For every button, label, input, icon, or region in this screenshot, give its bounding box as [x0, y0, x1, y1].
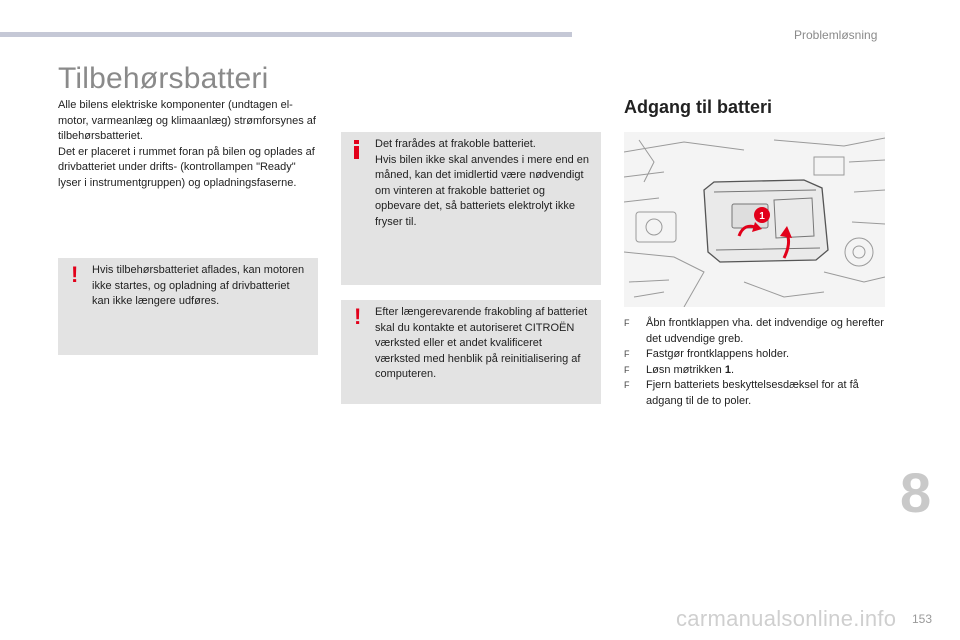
- watermark: carmanualsonline.info: [676, 606, 897, 631]
- list-item: [624, 316, 886, 347]
- intro-paragraph-2: Det er placeret i rummet foran på bilen og oplades af drivbatteriet under drifts- (kontrollampen "Ready" lyser i instrumentgruppen) og opladningsfaserne.: [58, 145, 315, 189]
- info-text-line-1: Det frarådes at frakoble batteriet.: [375, 138, 536, 150]
- warning-text-reinit: Efter længerevarende frakobling af batteriet skal du kontakte et autoriseret CITROËN værksted eller et andet kvalificeret værksted med henblik på reinitialisering af computeren.: [375, 306, 588, 380]
- engine-bay-drawing: [624, 132, 885, 307]
- access-heading: Adgang til batteri: [624, 97, 772, 117]
- info-text: [375, 137, 590, 230]
- intro-text: [58, 98, 318, 191]
- page-number: 153: [912, 612, 933, 626]
- intro-paragraph-1: Alle bilens elektriske komponenter (undtagen el-motor, varmeanlæg og klimaanlæg) strømforsynes af tilbehørsbatteriet.: [58, 99, 316, 142]
- step-text: Åbn frontklappen vha. det indvendige og herefter det udvendige greb.: [646, 317, 884, 345]
- step-text: Løsn møtrikken: [646, 363, 725, 376]
- steps-list: [624, 316, 886, 409]
- warning-box-reinit: [341, 300, 601, 404]
- warning-box-discharge: [58, 258, 318, 355]
- battery-illustration: [624, 132, 885, 307]
- step-nut-number: 1: [724, 363, 731, 376]
- warning-exclamation-icon: !: [71, 262, 79, 287]
- list-item: [624, 363, 886, 379]
- step-text-end: .: [730, 363, 735, 376]
- info-icon: [354, 140, 359, 160]
- bullet-marker: F: [624, 318, 630, 328]
- bullet-marker: F: [624, 364, 630, 375]
- step-text: Fastgør frontklappens holder.: [646, 348, 790, 360]
- bullet-marker: F: [624, 349, 630, 359]
- info-box-disconnect: [341, 132, 601, 285]
- section-label: Problemløsning: [794, 28, 878, 42]
- warning-text-discharge: Hvis tilbehørsbatteriet aflades, kan motoren ikke startes, og opladning af drivbatteriet kan ikke længere udføres.: [92, 264, 305, 307]
- chapter-number: 8: [900, 461, 932, 524]
- callout-number: 1: [759, 211, 765, 222]
- page-title: Tilbehørsbatteri: [58, 62, 269, 95]
- bullet-marker: F: [624, 380, 630, 390]
- list-item: [624, 347, 886, 363]
- top-rule: [0, 32, 572, 37]
- step-text: Fjern batteriets beskyttelsesdæksel for at få adgang til de to poler.: [646, 379, 859, 407]
- info-text-line-2: Hvis bilen ikke skal anvendes i mere end en måned, kan det imidlertid være nødvendigt om vinteren at frakoble batteriet og opbevare det, så batteriets elektrolyt ikke fryser til.: [375, 153, 590, 228]
- list-item: [624, 378, 886, 409]
- warning-exclamation-icon: !: [354, 304, 362, 329]
